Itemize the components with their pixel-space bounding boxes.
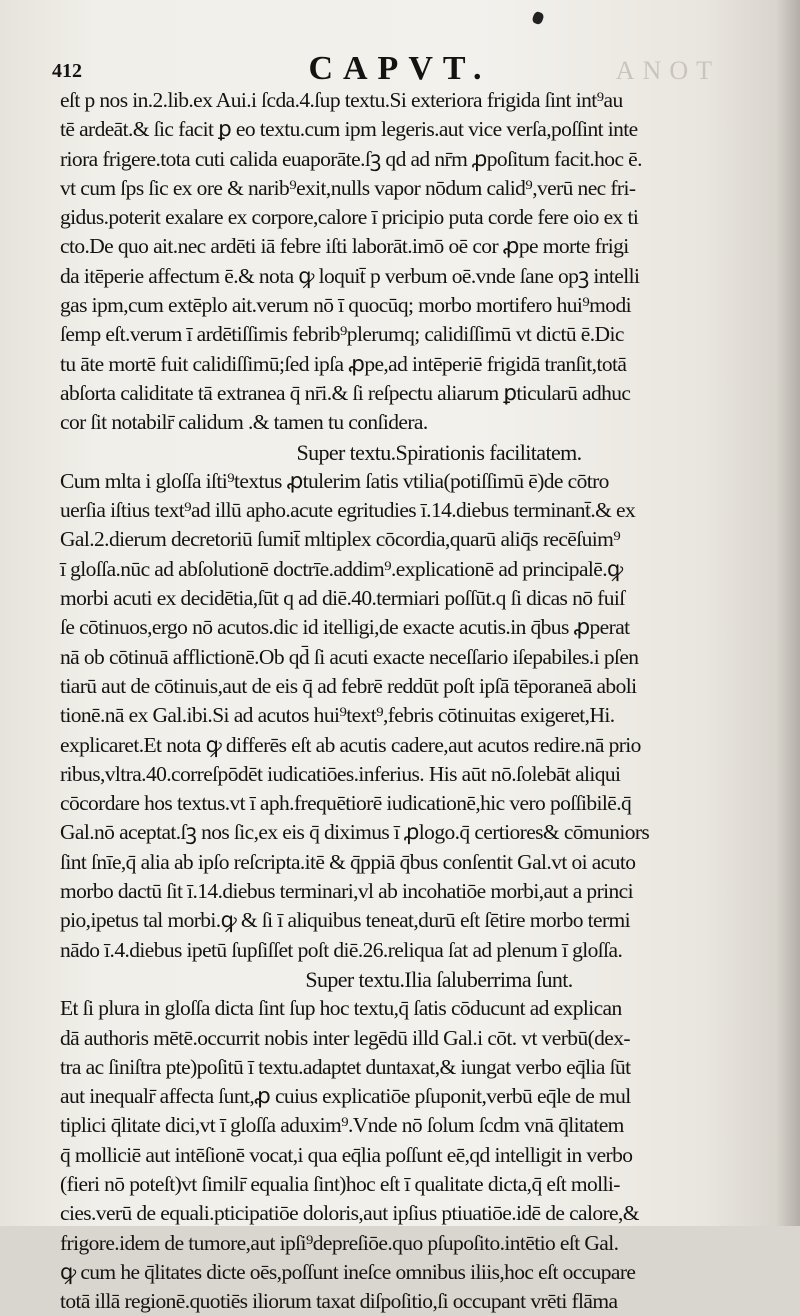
text-line: abſorta caliditate tā extranea q̄ nr̄i.& ſi reſpectu aliarum ꝑticularū adhuc (60, 380, 631, 405)
running-title: CAPVT. (308, 50, 492, 87)
text-line: nādo ī.4.diebus ipetū ſupſiſſet poſt diē.26.reliqua ſat ad plenum ī gloſſa. (60, 937, 623, 962)
section-heading: Super textu.Spirationis facilitatem. (296, 439, 582, 465)
text-line: Et ſi plura in gloſſa dicta ſint ſup hoc textu,q̄ ſatis cōducunt ad explican (60, 996, 622, 1021)
text-line: cor ſit notabilr̄ calidum .& tamen tu conſidera. (60, 410, 428, 435)
text-line: gas ipm,cum extēplo ait.verum nō ī quocūq; morbo mortifero hui⁹modi (60, 293, 631, 318)
text-line: gidus.poterit exalare ex corpore,calore ī pricipio puta corde fere oio ex ti (60, 205, 639, 230)
text-line: ſe cōtinuos,ergo nō acutos.dic id itelligi,de exacte acutis.in q̄bus ꝓperat (60, 615, 630, 640)
text-line: eſt p nos in.2.lib.ex Aui.i ſcda.4.ſup textu.Si exteriora frigida ſint int⁹au (60, 88, 623, 112)
text-line: ꝙ cum he q̄litates dicte oēs,poſſunt ineſce omnibus iliis,hoc eſt occupare (60, 1259, 636, 1284)
text-line: tionē.nā ex Gal.ibi.Si ad acutos hui⁹text⁹,febris cōtinuitas exigeret,Hi. (60, 703, 615, 728)
text-line: Gal.nō aceptat.ſꝫ nos ſic,ex eis q̄ diximus ī ꝓlogo.q̄ certiores& cōmuniors (60, 820, 650, 845)
text-line: cies.verū de equali.pticipatiōe doloris,aut ipſius ptiuatiōe.idē de calore,& (60, 1201, 639, 1226)
text-line: pio,ipetus tal morbi.ꝙ & ſi ī aliquibus teneat,durū eſt ſētire morbo termi (60, 908, 631, 933)
ink-blot (531, 11, 545, 26)
text-line: tiarū aut de cōtinuis,aut de eis q̄ ad febrē reddūt poſt ipſā tēporaneā aboli (60, 673, 637, 698)
text-line: q̄ molliciē aut intēſionē vocat,i qua eq̄lia poſſunt eē,qd intelligit in verbo (60, 1142, 633, 1167)
text-line: tiplici q̄litate dici,vt ī gloſſa aduxim⁹.Vnde nō ſolum ſcdm vnā q̄litatem (60, 1113, 624, 1138)
text-line: tē ardeāt.& ſic facit ꝑ eo textu.cum ipm legeris.aut vice verſa,poſſint inte (60, 117, 638, 142)
text-line: aut inequalr̄ affecta ſunt,ꝓ cuius explicatiōe pſuponit,verbū eq̄le de mul (60, 1084, 631, 1109)
page-edge-shadow (776, 0, 800, 1226)
text-line: dā authoris mētē.occurrit nobis inter legēdū illd Gal.i cōt. vt verbū(dex- (60, 1025, 630, 1050)
text-line: totā illā regionē.quotiēs iliorum taxat diſpoſitio,ſi occupant vrēti flāma (60, 1289, 618, 1314)
text-line: cōcordare hos textus.vt ī aph.frequētiorē iudicationē,hic vero poſſibilē.q̄ (60, 791, 632, 816)
text-line: uerſia iſtius text⁹ad illū apho.acute egritudies ī.14.diebus terminant̄.& ex (60, 498, 636, 523)
text-line: riora frigere.tota cuti calida euaporāte.ſꝫ qd ad nr̄m ꝓpoſitum facit.hoc ē. (60, 146, 642, 171)
text-line: Cum mlta i gloſſa iſti⁹textus ꝓtulerim ſatis vtilia(potiſſimū ē)de cōtro (60, 468, 609, 493)
text-line: vt cum ſps ſic ex ore & narib⁹exit,nulls vapor nōdum calid⁹,verū nec fri- (60, 175, 636, 200)
text-line: Gal.2.dierum decretoriū ſumit̄ mltiplex cōcordia,quarū aliq̄s recēſuim⁹ (60, 527, 621, 552)
text-line: morbo dactū ſit ī.14.diebus terminari,vl ab incohatiōe morbi,aut a princi (60, 879, 633, 904)
text-line: (fieri nō poteſt)vt ſimilr̄ equalia ſint)hoc eſt ī qualitate dicta,q̄ eſt molli- (60, 1171, 620, 1196)
section-heading: Super textu.Ilia ſaluberrima ſunt. (305, 966, 573, 992)
text-line: ī gloſſa.nūc ad abſolutionē doctrīe.addim⁹.explicationē ad principalē.ꝙ (60, 556, 623, 581)
text-line: ſemp eſt.verum ī ardētiſſimis febrib⁹plerumq; calidiſſimū vt dictū ē.Dic (60, 322, 624, 347)
text-block (60, 86, 778, 1316)
text-line: tra ac ſiniſtra pte)poſitū ī textu.adaptet duntaxat,& iungat verbo eq̄lia ſūt (60, 1054, 631, 1079)
text-line: ribus,vltra.40.correſpōdēt iudicatiōes.inferius. His aūt nō.ſolebāt aliqui (60, 761, 621, 786)
text-line: morbi acuti ex decidētia,ſūt q ad diē.40.termiari poſſūt.q ſi dicas nō fuiſ (60, 586, 625, 611)
folio-number: 412 (52, 60, 82, 82)
text-line: tu āte mortē fuit calidiſſimū;ſed ipſa ꝓpe,ad intēperiē frigidā tranſit,totā (60, 351, 627, 376)
show-through-text: ANOT (615, 56, 720, 85)
text-line: ſint ſnīe,q̄ alia ab ipſo reſcripta.itē & q̄ppiā q̄bus conſentit Gal.vt oi acuto (60, 849, 636, 874)
text-line: frigore.idem de tumore,aut ipſi⁹depreſiōe.quo pſupoſito.intētio eſt Gal. (60, 1230, 619, 1255)
text-line: explicaret.Et nota ꝙ differēs eſt ab acutis cadere,aut acutos redire.nā prio (60, 732, 641, 757)
text-line: cto.De quo ait.nec ardēti iā febre iſti laborāt.imō oē cor ꝓpe morte frigi (60, 234, 629, 259)
text-line: nā ob cōtinuā afflictionē.Ob qd̄ ſi acuti exacte neceſſario iſepabiles.i pſen (60, 644, 639, 669)
text-line: da itēperie affectum ē.& nota ꝙ loquit̄ p verbum oē.vnde ſane opꝫ intelli (60, 263, 640, 288)
